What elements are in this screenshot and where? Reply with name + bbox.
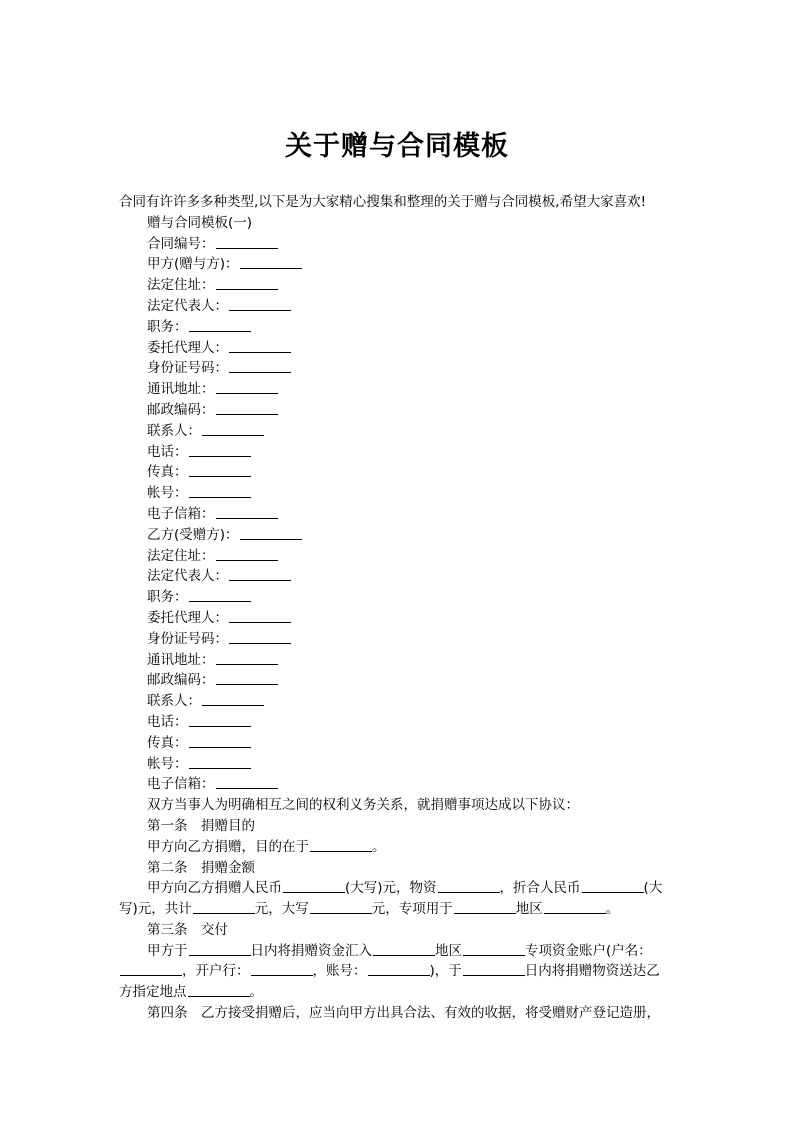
- party-a-section: [119, 234, 681, 525]
- field-label: 身份证号码：: [147, 360, 228, 377]
- text-segment: (大写)元，物资: [345, 880, 437, 897]
- fill-blank: [189, 443, 251, 457]
- field-row: [119, 442, 681, 463]
- field-row: [119, 400, 681, 421]
- field-label: 乙方(受赠方)：: [147, 526, 239, 543]
- text-segment: )，于: [429, 963, 462, 980]
- field-row: [119, 358, 681, 379]
- text-segment: 。: [372, 838, 386, 855]
- fill-blank: [216, 235, 278, 249]
- text-segment: 甲方向乙方捐赠，目的在于: [147, 838, 309, 855]
- field-row: [119, 691, 681, 712]
- fill-blank: [454, 900, 516, 914]
- field-label: 委托代理人：: [147, 609, 228, 626]
- field-row: [119, 774, 681, 795]
- article-1-text: [119, 837, 681, 858]
- text-segment: 写)元，共计: [119, 901, 192, 918]
- fill-blank: [216, 276, 278, 290]
- fill-blank: [189, 484, 251, 498]
- text-segment: 地区: [435, 942, 462, 959]
- fill-blank: [544, 900, 606, 914]
- field-row: [119, 754, 681, 775]
- text-segment: (大: [643, 880, 663, 897]
- fill-blank: [229, 609, 291, 623]
- text-segment: 日内将捐赠资金汇入: [250, 942, 372, 959]
- field-label: 委托代理人：: [147, 339, 228, 356]
- fill-blank: [216, 505, 278, 519]
- field-row: [119, 650, 681, 671]
- field-row: [119, 421, 681, 442]
- fill-blank: [310, 838, 372, 852]
- field-label: 合同编号：: [147, 235, 215, 252]
- fill-blank: [373, 942, 435, 956]
- fill-blank: [229, 567, 291, 581]
- fill-blank: [229, 339, 291, 353]
- article-3-heading: 第三条 交付: [147, 921, 228, 938]
- fill-blank: [189, 588, 251, 602]
- field-label: 职务：: [147, 318, 188, 335]
- field-row: [119, 462, 681, 483]
- fill-blank: [202, 692, 264, 706]
- fill-blank: [368, 962, 430, 976]
- field-row: [119, 483, 681, 504]
- field-label: 法定代表人：: [147, 568, 228, 585]
- field-label: 法定代表人：: [147, 297, 228, 314]
- article-3-line-3: [119, 982, 681, 1003]
- text-segment: 元，大写: [254, 901, 309, 918]
- fill-blank: [120, 962, 182, 976]
- field-label: 法定住址：: [147, 277, 215, 294]
- field-label: 电话：: [147, 713, 188, 730]
- field-row: [119, 296, 681, 317]
- fill-blank: [189, 734, 251, 748]
- field-label: 邮政编码：: [147, 401, 215, 418]
- field-row: [119, 587, 681, 608]
- article-1-heading: 第一条 捐赠目的: [147, 817, 255, 834]
- field-label: 甲方(赠与方)：: [147, 256, 239, 273]
- fill-blank: [240, 526, 302, 540]
- field-label: 传真：: [147, 464, 188, 481]
- field-label: 电话：: [147, 443, 188, 460]
- fill-blank: [189, 318, 251, 332]
- fill-blank: [202, 422, 264, 436]
- field-row: [119, 275, 681, 296]
- field-row: [119, 338, 681, 359]
- article-2-heading: 第二条 捐赠金额: [147, 859, 255, 876]
- fill-blank: [463, 962, 525, 976]
- party-b-section: [119, 525, 681, 795]
- field-row: [119, 566, 681, 587]
- fill-blank: [310, 900, 372, 914]
- text-segment: 地区: [515, 901, 543, 918]
- template-subtitle: 赠与合同模板(一): [147, 214, 253, 231]
- field-label: 电子信箱：: [147, 776, 215, 793]
- text-segment: 甲方向乙方捐赠人民币: [147, 880, 282, 897]
- field-label: 联系人：: [147, 422, 201, 439]
- field-row: [119, 608, 681, 629]
- document-body: [119, 192, 681, 1024]
- fill-blank: [189, 942, 251, 956]
- article-3-line-1: [119, 941, 681, 962]
- field-label: 帐号：: [147, 485, 188, 502]
- field-label: 身份证号码：: [147, 630, 228, 647]
- fill-blank: [283, 879, 345, 893]
- intro-paragraph: 合同有许许多多种类型,以下是为大家精心搜集和整理的关于赠与合同模板,希望大家喜欢!: [119, 194, 646, 210]
- article-4-text: 第四条 乙方接受捐赠后，应当向甲方出具合法、有效的收据，将受赠财产登记造册，: [147, 1005, 660, 1022]
- fill-blank: [229, 359, 291, 373]
- field-row: [119, 546, 681, 567]
- field-label: 通讯地址：: [147, 651, 215, 668]
- text-segment: 专项资金账户(户名：: [525, 942, 652, 959]
- text-segment: 元，专项用于: [371, 901, 453, 918]
- fill-blank: [229, 630, 291, 644]
- field-label: 法定住址：: [147, 547, 215, 564]
- fill-blank: [229, 297, 291, 311]
- fill-blank: [582, 879, 644, 893]
- fill-blank: [189, 755, 251, 769]
- article-3-line-2: [119, 961, 681, 982]
- field-label: 电子信箱：: [147, 505, 215, 522]
- fill-blank: [216, 547, 278, 561]
- field-label: 传真：: [147, 734, 188, 751]
- fill-blank: [216, 671, 278, 685]
- field-label: 邮政编码：: [147, 672, 215, 689]
- text-segment: 日内将捐赠物资送达乙: [524, 963, 660, 980]
- field-label: 帐号：: [147, 755, 188, 772]
- fill-blank: [216, 401, 278, 415]
- text-segment: 。: [605, 901, 620, 918]
- fill-blank: [251, 962, 313, 976]
- text-segment: ，折合人民币: [499, 880, 581, 897]
- fill-blank: [216, 651, 278, 665]
- field-label: 联系人：: [147, 693, 201, 710]
- field-row: [119, 234, 681, 255]
- text-segment: 。: [249, 984, 263, 1001]
- text-segment: ，账号：: [312, 963, 367, 980]
- field-row: [119, 712, 681, 733]
- fill-blank: [188, 983, 250, 997]
- text-segment: 甲方于: [147, 942, 188, 959]
- fill-blank: [463, 942, 525, 956]
- field-row: [119, 504, 681, 525]
- field-row: [119, 670, 681, 691]
- text-segment: 方指定地点: [119, 984, 187, 1001]
- fill-blank: [216, 380, 278, 394]
- fill-blank: [193, 900, 255, 914]
- field-row: [119, 525, 681, 546]
- field-label: 通讯地址：: [147, 381, 215, 398]
- article-2-line-1: [119, 878, 681, 899]
- fill-blank: [240, 255, 302, 269]
- field-row: [119, 733, 681, 754]
- agreement-intro: 双方当事人为明确相互之间的权利义务关系，就捐赠事项达成以下协议：: [147, 797, 579, 814]
- text-segment: ，开户行：: [182, 963, 250, 980]
- article-2-line-2: [119, 899, 681, 920]
- document-title: 关于赠与合同模板: [285, 131, 509, 162]
- fill-blank: [189, 463, 251, 477]
- field-label: 职务：: [147, 589, 188, 606]
- field-row: [119, 379, 681, 400]
- field-row: [119, 254, 681, 275]
- fill-blank: [216, 775, 278, 789]
- field-row: [119, 317, 681, 338]
- field-row: [119, 629, 681, 650]
- fill-blank: [189, 713, 251, 727]
- fill-blank: [438, 879, 500, 893]
